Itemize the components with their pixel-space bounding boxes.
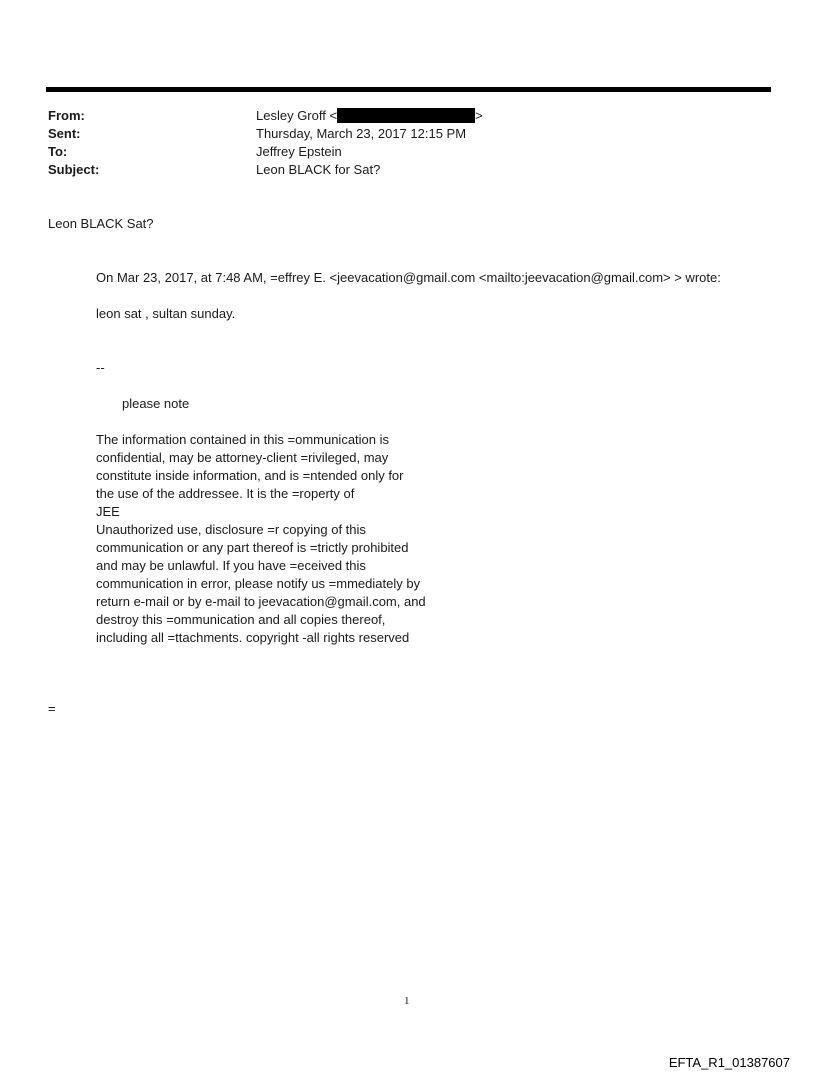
redaction-block <box>337 108 475 123</box>
trailing-equals: = <box>48 701 56 716</box>
disclaimer-line: the use of the addressee. It is the =roperty of <box>96 486 355 501</box>
signature-separator: -- <box>96 360 105 375</box>
disclaimer-line: communication in error, please notify us =mmediately by <box>96 576 421 591</box>
sent-value: Thursday, March 23, 2017 12:15 PM <box>256 126 467 141</box>
disclaimer-line: constitute inside information, and is =ntended only for <box>96 468 404 483</box>
sent-label: Sent: <box>48 126 81 141</box>
subject-label: Subject: <box>48 162 100 177</box>
document-id: EFTA_R1_01387607 <box>668 1055 790 1070</box>
from-value <box>256 107 483 125</box>
disclaimer-line: Unauthorized use, disclosure =r copying of this <box>96 522 366 537</box>
disclaimer-line: communication or any part thereof is =trictly prohibited <box>96 540 409 555</box>
disclaimer-line: destroy this =ommunication and all copies thereof, <box>96 612 386 627</box>
from-name: Lesley Groff < <box>256 108 338 123</box>
disclaimer-line: including all =ttachments. copyright -all rights reserved <box>96 630 410 645</box>
disclaimer-line: JEE <box>96 504 120 519</box>
subject-value: Leon BLACK for Sat? <box>256 162 381 177</box>
to-label: To: <box>48 144 68 159</box>
disclaimer-line: confidential, may be attorney-client =rivileged, may <box>96 450 389 465</box>
disclaimer-line: return e-mail or by e-mail to jeevacation@gmail.com, and <box>96 594 426 609</box>
to-value: Jeffrey Epstein <box>256 144 342 159</box>
header-rule <box>46 87 771 92</box>
disclaimer <box>96 431 426 647</box>
reply-text: Leon BLACK Sat? <box>48 216 154 231</box>
quote-text: leon sat , sultan sunday. <box>96 306 236 321</box>
from-label: From: <box>48 108 85 123</box>
page-number: 1 <box>404 995 410 1007</box>
quote-intro: On Mar 23, 2017, at 7:48 AM, =effrey E. <jeevacation@gmail.com <mailto:jeevacation@gmail.com> > wrote: <box>96 270 721 285</box>
disclaimer-line: The information contained in this =ommunication is <box>96 432 390 447</box>
disclaimer-line: and may be unlawful. If you have =eceived this <box>96 558 366 573</box>
from-close: > <box>475 108 483 123</box>
please-note: please note <box>122 396 190 411</box>
